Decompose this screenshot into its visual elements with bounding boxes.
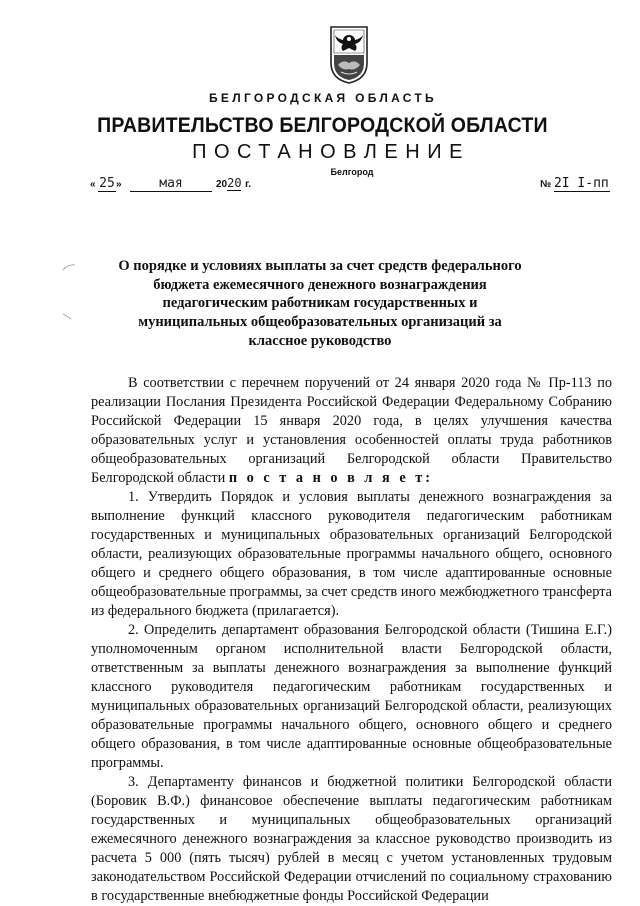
number-value: 2I I-пп: [553, 176, 609, 191]
city-name: Белгород: [330, 167, 374, 177]
coat-of-arms-emblem: [329, 25, 369, 85]
document-number: [540, 176, 610, 192]
paragraph-3: 3. Департаменту финансов и бюджетной политики Белгородской области (Боровик В.Ф.) финансовое обеспечение выплаты педагогическим работникам государственных и муниципальных общеобразовательных организаций ежемесячного денежного вознаграждения за классное руководство производить из расчета 5 000 (пять тысяч) рублей в месяц с учетом установленных трудовым законодательством Российской Федерации отчислений по социальному страхованию в государственные внебюджетные фонды Российской Федерации: [91, 774, 612, 904]
date-quote-close: »: [116, 179, 122, 190]
date-quote-open: «: [90, 179, 96, 190]
paragraph-2: 2. Определить департамент образования Белгородской области (Тишина Е.Г.) уполномоченным органом исполнительной власти Белгородской области, ответственным за выплаты денежного вознаграждения за выполнение функций классного руководителя педагогическим работникам государственных и муниципальных образовательных организаций Белгородской области, реализующих образовательные программы начального общего, основного общего и среднего общего образования, в том числе адаптированные основные общеобразовательные программы.: [91, 622, 612, 771]
government-name: ПРАВИТЕЛЬСТВО БЕЛГОРОДСКОЙ ОБЛАСТИ: [97, 114, 548, 137]
decides-word: п о с т а н о в л я е т:: [228, 470, 434, 486]
paragraph-1: 1. Утвердить Порядок и условия выплаты денежного вознаграждения за выполнение функций классного руководителя педагогическим работникам государственных и муниципальных образовательных организаций Белгородской области, реализующих образовательные программы начального общего, основного общего и среднего общего образования, в том числе адаптированные основные общеобразовательные программы, за счет средств иного межбюджетного трансферта из федерального бюджета (прилагается).: [91, 489, 612, 619]
date-month: мая: [130, 176, 212, 192]
intro-text: В соответствии с перечнем поручений от 24 января 2020 года № Пр-113 по реализации Послания Президента Российской Федерации Федеральному Собранию Российской Федерации 15 января 2020 года, в целях улучшения качества образовательных услуг и установления особенностей оплаты труда работников общеобразовательных организаций Белгородской области Правительство Белгородской области: [91, 375, 612, 486]
date-century: 20: [216, 179, 228, 190]
margin-mark: [62, 312, 72, 320]
date-year: 20: [227, 176, 242, 190]
document-title: О порядке и условиях выплаты за счет средств федерального бюджета ежемесячного денежного вознаграждения педагогическим работникам государственных и муниципальных общеобразовательных организаций за классное руководство: [118, 258, 522, 349]
document-body: [91, 374, 612, 906]
intro-paragraph: [91, 374, 612, 488]
document-date: [90, 176, 251, 192]
date-year-suffix: г.: [245, 179, 252, 190]
document-type: ПОСТАНОВЛЕНИЕ: [192, 141, 470, 163]
region-name: БЕЛГОРОДСКАЯ ОБЛАСТЬ: [209, 91, 437, 105]
date-day: 25: [99, 176, 115, 191]
margin-mark: [62, 263, 76, 271]
number-prefix: №: [540, 179, 552, 190]
